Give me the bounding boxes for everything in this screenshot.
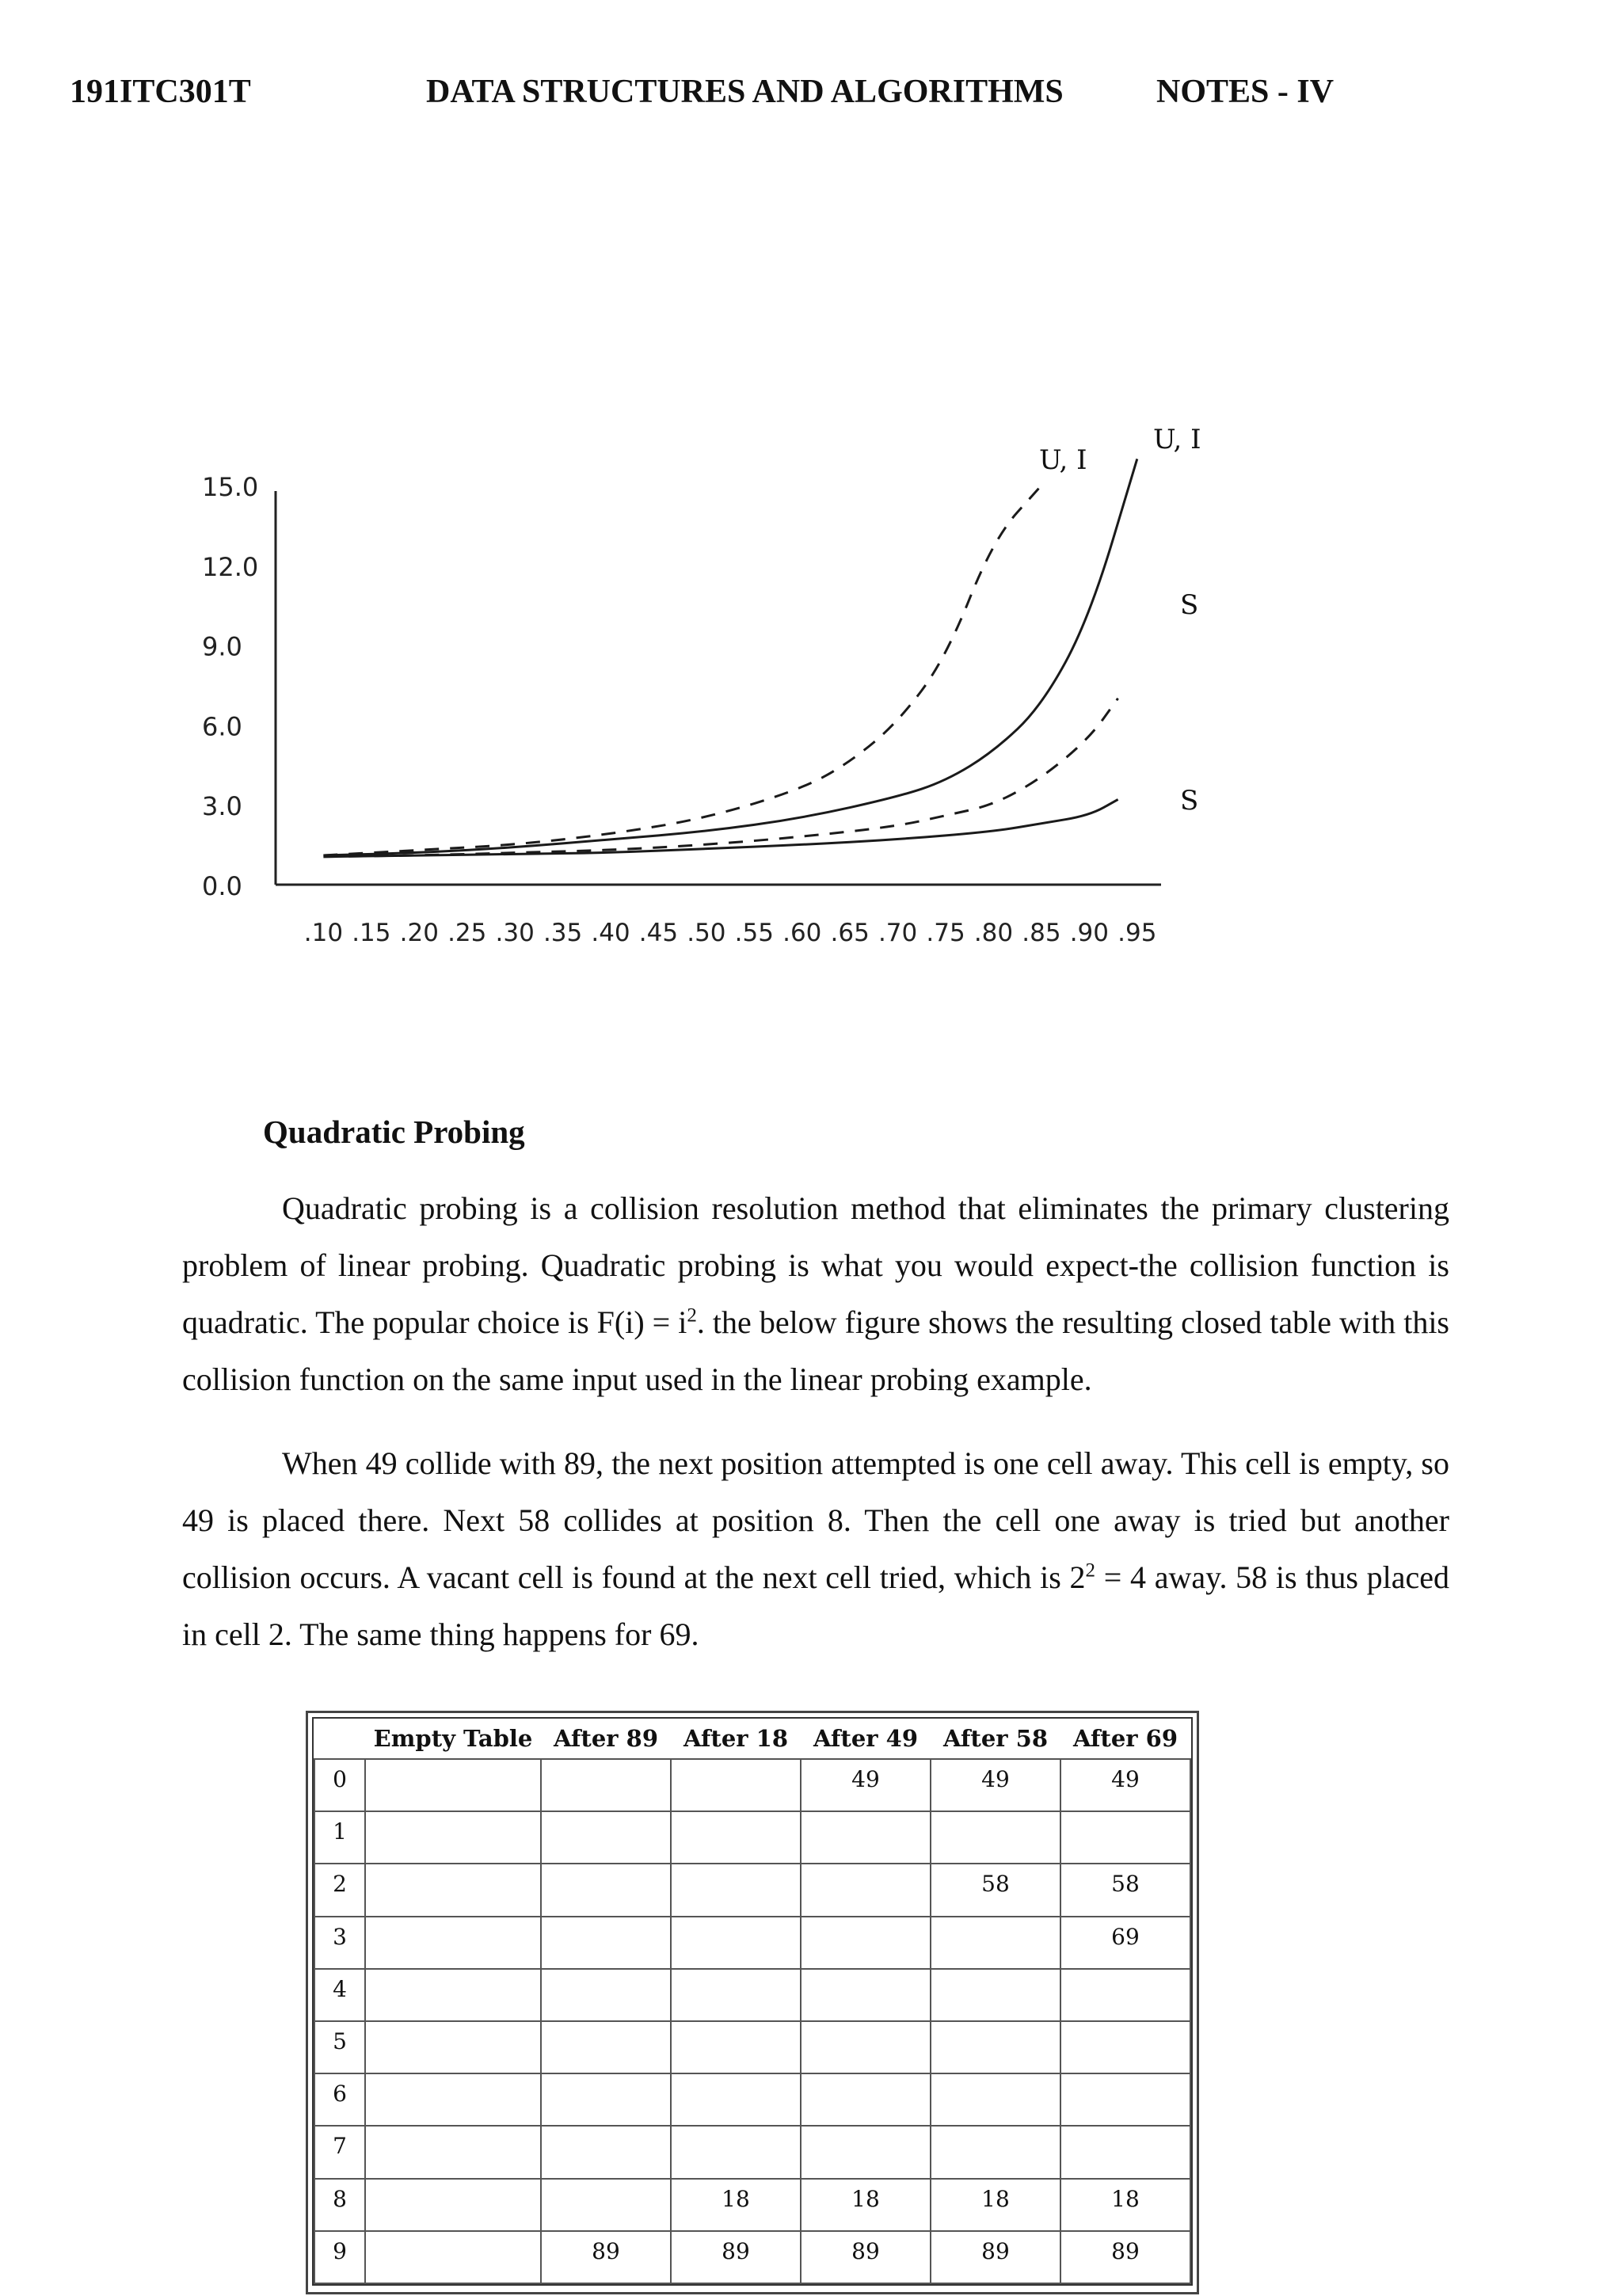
table-cell	[365, 1969, 541, 2021]
y-tick-label: 3.0	[202, 791, 242, 822]
table-cell	[1060, 1811, 1190, 1864]
x-tick-label: .70	[878, 919, 918, 947]
y-tick-label: 6.0	[202, 711, 242, 742]
paragraph-intro-text-b: . the below figure shows the resulting closed table with this collision function on the same input used in the linear probing example.	[182, 1304, 1449, 1397]
table-cell	[801, 2073, 931, 2126]
table-cell	[801, 1969, 931, 2021]
table-cell	[671, 1864, 801, 1916]
x-tick-label: .65	[830, 919, 870, 947]
exponent: 2	[687, 1304, 697, 1327]
section-title: Quadratic Probing	[263, 1114, 525, 1150]
table-cell: 89	[801, 2231, 931, 2283]
table-cell	[931, 2126, 1060, 2178]
quadratic-probing-table	[314, 1719, 1191, 2284]
table-row	[314, 2021, 1190, 2073]
table-cell	[365, 2126, 541, 2178]
table-cell	[801, 1811, 931, 1864]
x-tick-label: .90	[1069, 919, 1110, 947]
table-cell: 49	[1060, 1759, 1190, 1811]
table-cell	[801, 2126, 931, 2178]
table-cell	[365, 1864, 541, 1916]
table-cell: 89	[1060, 2231, 1190, 2283]
column-header: Empty Table	[373, 1725, 533, 1752]
table-cell: 49	[801, 1759, 931, 1811]
index-header	[314, 1719, 365, 1759]
course-title: DATA STRUCTURES AND ALGORITHMS	[426, 74, 1064, 110]
column-header: After 18	[683, 1725, 789, 1752]
table-cell: 18	[1060, 2179, 1190, 2231]
row-index: 3	[314, 1917, 365, 1969]
series-line-1	[323, 459, 1137, 855]
table-cell: 69	[1060, 1917, 1190, 1969]
row-index: 8	[314, 2179, 365, 2231]
series-line-0	[323, 485, 1041, 855]
table-cell	[541, 2021, 671, 2073]
table-cell	[541, 1811, 671, 1864]
table-cell	[1060, 2073, 1190, 2126]
x-tick-label: .80	[973, 919, 1014, 947]
table-row	[314, 1917, 1190, 1969]
paragraph-intro	[182, 1180, 1449, 1408]
x-tick-label: .35	[543, 919, 583, 947]
table-cell	[365, 1811, 541, 1864]
table-cell	[365, 2179, 541, 2231]
paragraph-example-text-b: = 4 away. 58 is thus placed in cell 2. The same thing happens for 69.	[182, 1559, 1449, 1652]
table-cell	[541, 2073, 671, 2126]
table-cell	[671, 1811, 801, 1864]
table-row	[314, 1759, 1190, 1811]
table-cell	[365, 2231, 541, 2283]
paragraph-intro-text-a: Quadratic probing is a collision resolution method that eliminates the primary clustering problem of linear probing. Quadratic probing is what you would expect-the collision function is quadratic. The popular choice is F(i) = i	[182, 1190, 1449, 1340]
row-index: 0	[314, 1759, 365, 1811]
table-cell	[671, 2126, 801, 2178]
table-cell	[541, 1969, 671, 2021]
table-cell	[671, 2073, 801, 2126]
table-cell	[801, 1864, 931, 1916]
notes-label: NOTES - IV	[1156, 74, 1335, 110]
x-tick-label: .55	[734, 919, 774, 947]
table-cell	[671, 1759, 801, 1811]
table-body	[314, 1759, 1190, 2283]
x-tick-label: .25	[447, 919, 487, 947]
column-header: After 49	[813, 1725, 919, 1752]
table-cell: 49	[931, 1759, 1060, 1811]
row-index: 5	[314, 2021, 365, 2073]
exponent: 2	[1085, 1559, 1096, 1582]
probe-table-figure	[306, 1711, 1201, 2296]
table-cell: 89	[671, 2231, 801, 2283]
table-cell: 89	[541, 2231, 671, 2283]
table-cell	[801, 2021, 931, 2073]
y-tick-label: 0.0	[202, 871, 242, 901]
table-cell	[541, 1864, 671, 1916]
table-cell: 18	[801, 2179, 931, 2231]
table-cell: 18	[671, 2179, 801, 2231]
table-cell	[931, 2073, 1060, 2126]
x-tick-label: .60	[782, 919, 822, 947]
y-tick-label: 9.0	[202, 631, 242, 662]
table-cell	[1060, 2126, 1190, 2178]
series-label: U, I	[1039, 444, 1087, 476]
series-label: S	[1180, 785, 1199, 817]
table-inner-frame	[312, 1717, 1193, 2286]
table-row	[314, 1864, 1190, 1916]
table-cell: 18	[931, 2179, 1060, 2231]
table-cell	[931, 1917, 1060, 1969]
row-index: 2	[314, 1864, 365, 1916]
series-label: S	[1180, 589, 1199, 621]
row-index: 7	[314, 2126, 365, 2178]
y-tick-label: 12.0	[202, 551, 259, 582]
x-tick-label: .75	[926, 919, 965, 947]
table-header-row	[314, 1719, 1190, 1759]
series-label: U, I	[1153, 424, 1201, 455]
column-header: After 89	[553, 1725, 659, 1752]
table-cell	[541, 2126, 671, 2178]
column-header: After 69	[1072, 1725, 1178, 1752]
table-row	[314, 1969, 1190, 2021]
table-cell	[365, 1759, 541, 1811]
table-cell	[1060, 1969, 1190, 2021]
table-row	[314, 2231, 1190, 2283]
x-tick-label: .50	[687, 919, 726, 947]
table-cell	[671, 1917, 801, 1969]
probe-count-chart	[0, 0, 1622, 990]
x-tick-label: .30	[495, 919, 535, 947]
x-tick-label: .95	[1118, 919, 1157, 947]
table-cell	[365, 2073, 541, 2126]
series-line-2	[323, 699, 1118, 857]
table-cell	[365, 1917, 541, 1969]
table-cell	[671, 2021, 801, 2073]
table-row	[314, 1811, 1190, 1864]
course-code: 191ITC301T	[70, 74, 251, 110]
table-cell: 58	[1060, 1864, 1190, 1916]
row-index: 6	[314, 2073, 365, 2126]
column-header: After 58	[942, 1725, 1049, 1752]
table-cell	[931, 2021, 1060, 2073]
paragraph-example	[182, 1435, 1449, 1663]
table-cell	[801, 1917, 931, 1969]
table-cell: 58	[931, 1864, 1060, 1916]
table-row	[314, 2179, 1190, 2231]
table-cell	[671, 1969, 801, 2021]
table-cell	[931, 1969, 1060, 2021]
x-tick-label: .20	[399, 919, 439, 947]
y-tick-label: 15.0	[202, 472, 259, 502]
row-index: 1	[314, 1811, 365, 1864]
row-index: 4	[314, 1969, 365, 2021]
table-cell	[541, 1759, 671, 1811]
x-tick-label: .40	[591, 919, 630, 947]
x-tick-label: .85	[1022, 919, 1061, 947]
x-tick-label: .45	[638, 919, 679, 947]
row-index: 9	[314, 2231, 365, 2283]
table-cell	[365, 2021, 541, 2073]
table-cell	[541, 1917, 671, 1969]
paragraph-example-text-a: When 49 collide with 89, the next position attempted is one cell away. This cell is empty, so 49 is placed there. Next 58 collides at position 8. Then the cell one away is tried but another collision occurs. A vacant cell is found at the next cell tried, which is 2	[182, 1445, 1449, 1595]
x-tick-label: .10	[303, 919, 344, 947]
table-row	[314, 2073, 1190, 2126]
table-cell	[931, 1811, 1060, 1864]
table-cell	[541, 2179, 671, 2231]
table-cell: 89	[931, 2231, 1060, 2283]
x-tick-label: .15	[352, 919, 391, 947]
table-row	[314, 2126, 1190, 2178]
table-cell	[1060, 2021, 1190, 2073]
